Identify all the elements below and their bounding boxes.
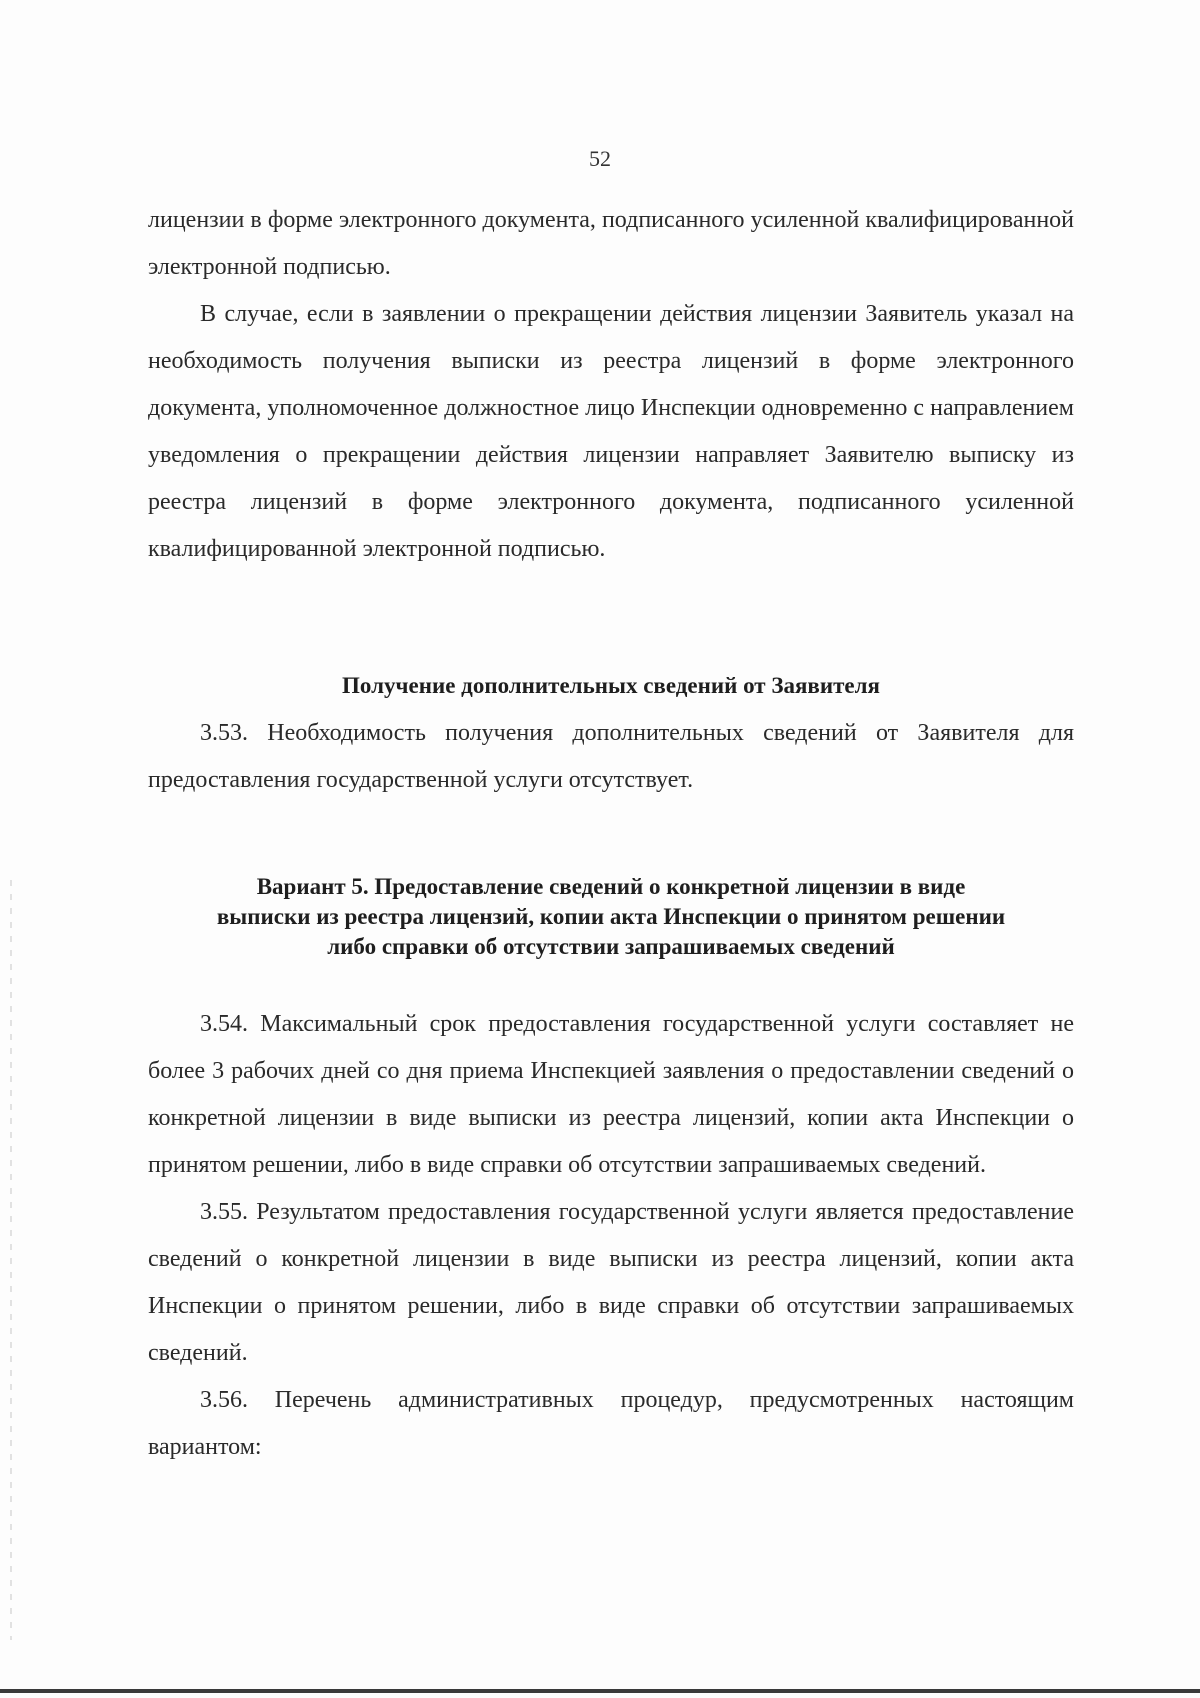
paragraph-3-54: 3.54. Максимальный срок предоставления государственной услуги составляет не более 3 рабочих дней со дня приема Инспекцией заявления о предоставлении сведений о конкретной лицензии в виде выписки из реестра лицензий, копии акта Инспекции о принятом решении, либо в виде справки об отсутствии запрашиваемых сведений. [148, 1011, 1074, 1178]
page-number: 52 [589, 146, 611, 171]
paragraph-continuation: лицензии в форме электронного документа, подписанного усиленной квалифицированной электронной подписью. [148, 207, 1074, 280]
paragraph-3-55: 3.55. Результатом предоставления государственной услуги является предоставление сведений о конкретной лицензии в виде выписки из реестра лицензий, копии акта Инспекции о принятом решении, либо в виде справки об отсутствии запрашиваемых сведений. [148, 1199, 1074, 1366]
paragraph-3-53: 3.53. Необходимость получения дополнительных сведений от Заявителя для предоставления государственной услуги отсутствует. [148, 720, 1074, 793]
paragraph-3-56: 3.56. Перечень административных процедур, предусмотренных настоящим вариантом: [148, 1387, 1074, 1460]
section-heading-additional-info: Получение дополнительных сведений от Заявителя [342, 673, 880, 698]
scan-edge-artifact [10, 880, 12, 1640]
heading-line-1: Вариант 5. Предоставление сведений о конкретной лицензии в виде [256, 874, 966, 899]
heading-line-3: либо справки об отсутствии запрашиваемых сведений [327, 934, 895, 959]
section-heading-variant-5 [148, 872, 1074, 962]
text-block-variant-5 [148, 1001, 1074, 1471]
heading-line-2: выписки из реестра лицензий, копии акта Инспекции о принятом решении [216, 904, 1006, 929]
text-block-intro [148, 197, 1074, 573]
paragraph-termination-extract: В случае, если в заявлении о прекращении действия лицензии Заявитель указал на необходимость получения выписки из реестра лицензий в форме электронного документа, уполномоченное должностное лицо Инспекции одновременно с направлением уведомления о прекращении действия лицензии направляет Заявителю выписку из реестра лицензий в форме электронного документа, подписанного усиленной квалифицированной электронной подписью. [148, 301, 1074, 562]
text-block-additional-info [148, 710, 1074, 804]
bottom-scan-border [0, 1689, 1200, 1693]
